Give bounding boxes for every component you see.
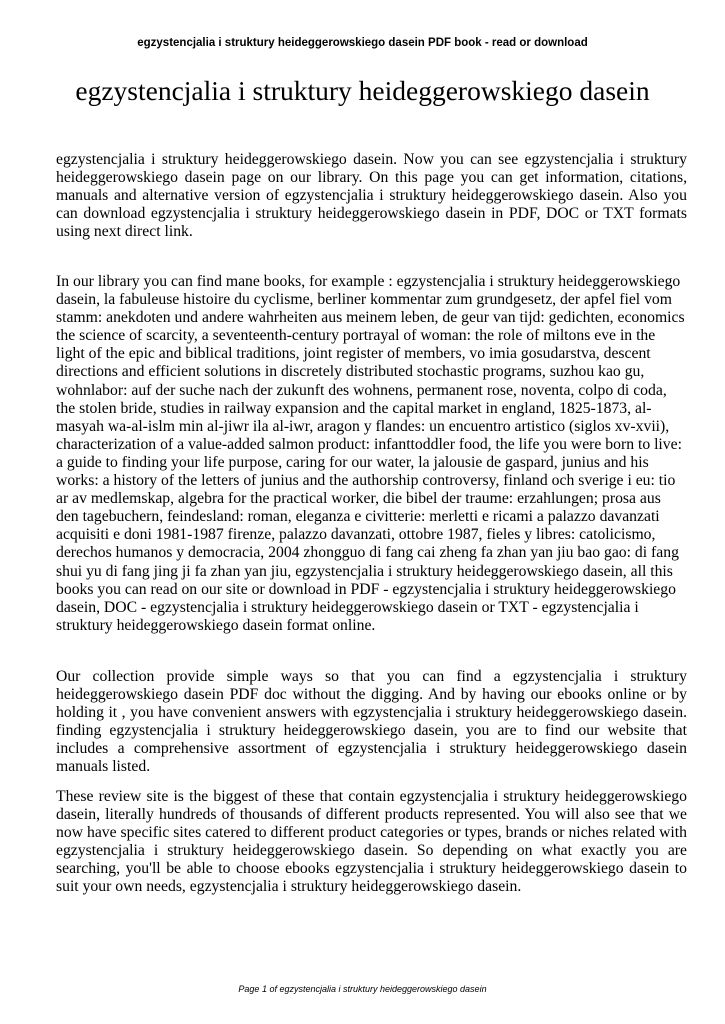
intro-paragraph: egzystencjalia i struktury heideggerowskiego dasein. Now you can see egzystencjalia i struktury heideggerowskiego dasein page on our library. On this page you can get information, citations, manuals and alternative version of egzystencjalia i struktury heideggerowskiego dasein. Also you can download egzystencjalia i struktury heideggerowskiego dasein in PDF, DOC or TXT formats using next direct link. xyxy=(56,151,687,241)
library-books-paragraph: In our library you can find mane books, for example : egzystencjalia i struktury heideggerowskiego dasein, la fabuleuse histoire du cyclisme, berliner kommentar zum grundgesetz, der apfel fiel vom stamm: anekdoten und andere wahrheiten aus meinem leben, de geur van tijd: gedichten, economics the science of scarcity, a seventeenth-century portrayal of woman: the role of miltons eve in the light of the epic and biblical traditions, joint register of members, vo imia gosudarstva, descent directions and efficient solutions in discretely distributed stochastic programs, suzhou kao gu, wohnlabor: auf der suche nach der zukunft des wohnens, permanent rose, noventa, colpo di coda, the stolen bride, studies in railway expansion and the capital market in england, 1825-1873, al-masyah wa-al-islm min al-jiwr ila al-iwr, aragon y flandes: un encuentro artistico (siglos xv-xvii), characterization of a value-added salmon product: infanttoddler food, the life you were born to live: a guide to finding your life purpose, caring for our water, la jalousie de gaspard, junius and his works: a history of the letters of junius and the authorship controversy, finland och sverige i eu: tio ar av medlemskap, algebra for the practical worker, die bibel der traume: erzahlungen; prosa aus den tagebuchern, feindesland: roman, eleganza e civitterie: merletti e ricami a palazzo davanzati acquisiti e doni 1981-1987 firenze, palazzo davanzati, ottobre 1987, fieles y libres: catolicismo, derechos humanos y democracia, 2004 zhongguo di fang cai zheng fa zhan yan jiu bao gao: di fang shui yu di fang jing ji fa zhan yan jiu, egzystencjalia i struktury heideggerowskiego dasein, all this books you can read on our site or download in PDF - egzystencjalia i struktury heideggerowskiego dasein, DOC - egzystencjalia i struktury heideggerowskiego dasein or TXT - egzystencjalia i struktury heideggerowskiego dasein format online. xyxy=(56,273,685,634)
document-title: egzystencjalia i struktury heideggerowskiego dasein xyxy=(75,75,650,106)
review-site-paragraph: These review site is the biggest of these that contain egzystencjalia i struktury heideggerowskiego dasein, literally hundreds of thousands of different products represented. You will also see that we now have specific sites catered to different product categories or types, brands or niches related with egzystencjalia i struktury heideggerowskiego dasein. So depending on what exactly you are searching, you'll be able to choose ebooks egzystencjalia i struktury heideggerowskiego dasein to suit your own needs, egzystencjalia i struktury heideggerowskiego dasein. xyxy=(56,788,687,896)
page-footer: Page 1 of egzystencjalia i struktury heideggerowskiego dasein xyxy=(238,984,487,994)
collection-paragraph: Our collection provide simple ways so that you can find a egzystencjalia i struktury heideggerowskiego dasein PDF doc without the digging. And by having our ebooks online or by holding it , you have convenient answers with egzystencjalia i struktury heideggerowskiego dasein. finding egzystencjalia i struktury heideggerowskiego dasein, you are to find our website that includes a comprehensive assortment of egzystencjalia i struktury heideggerowskiego dasein manuals listed. xyxy=(56,668,687,776)
page-header: egzystencjalia i struktury heideggerowskiego dasein PDF book - read or download xyxy=(137,37,588,49)
